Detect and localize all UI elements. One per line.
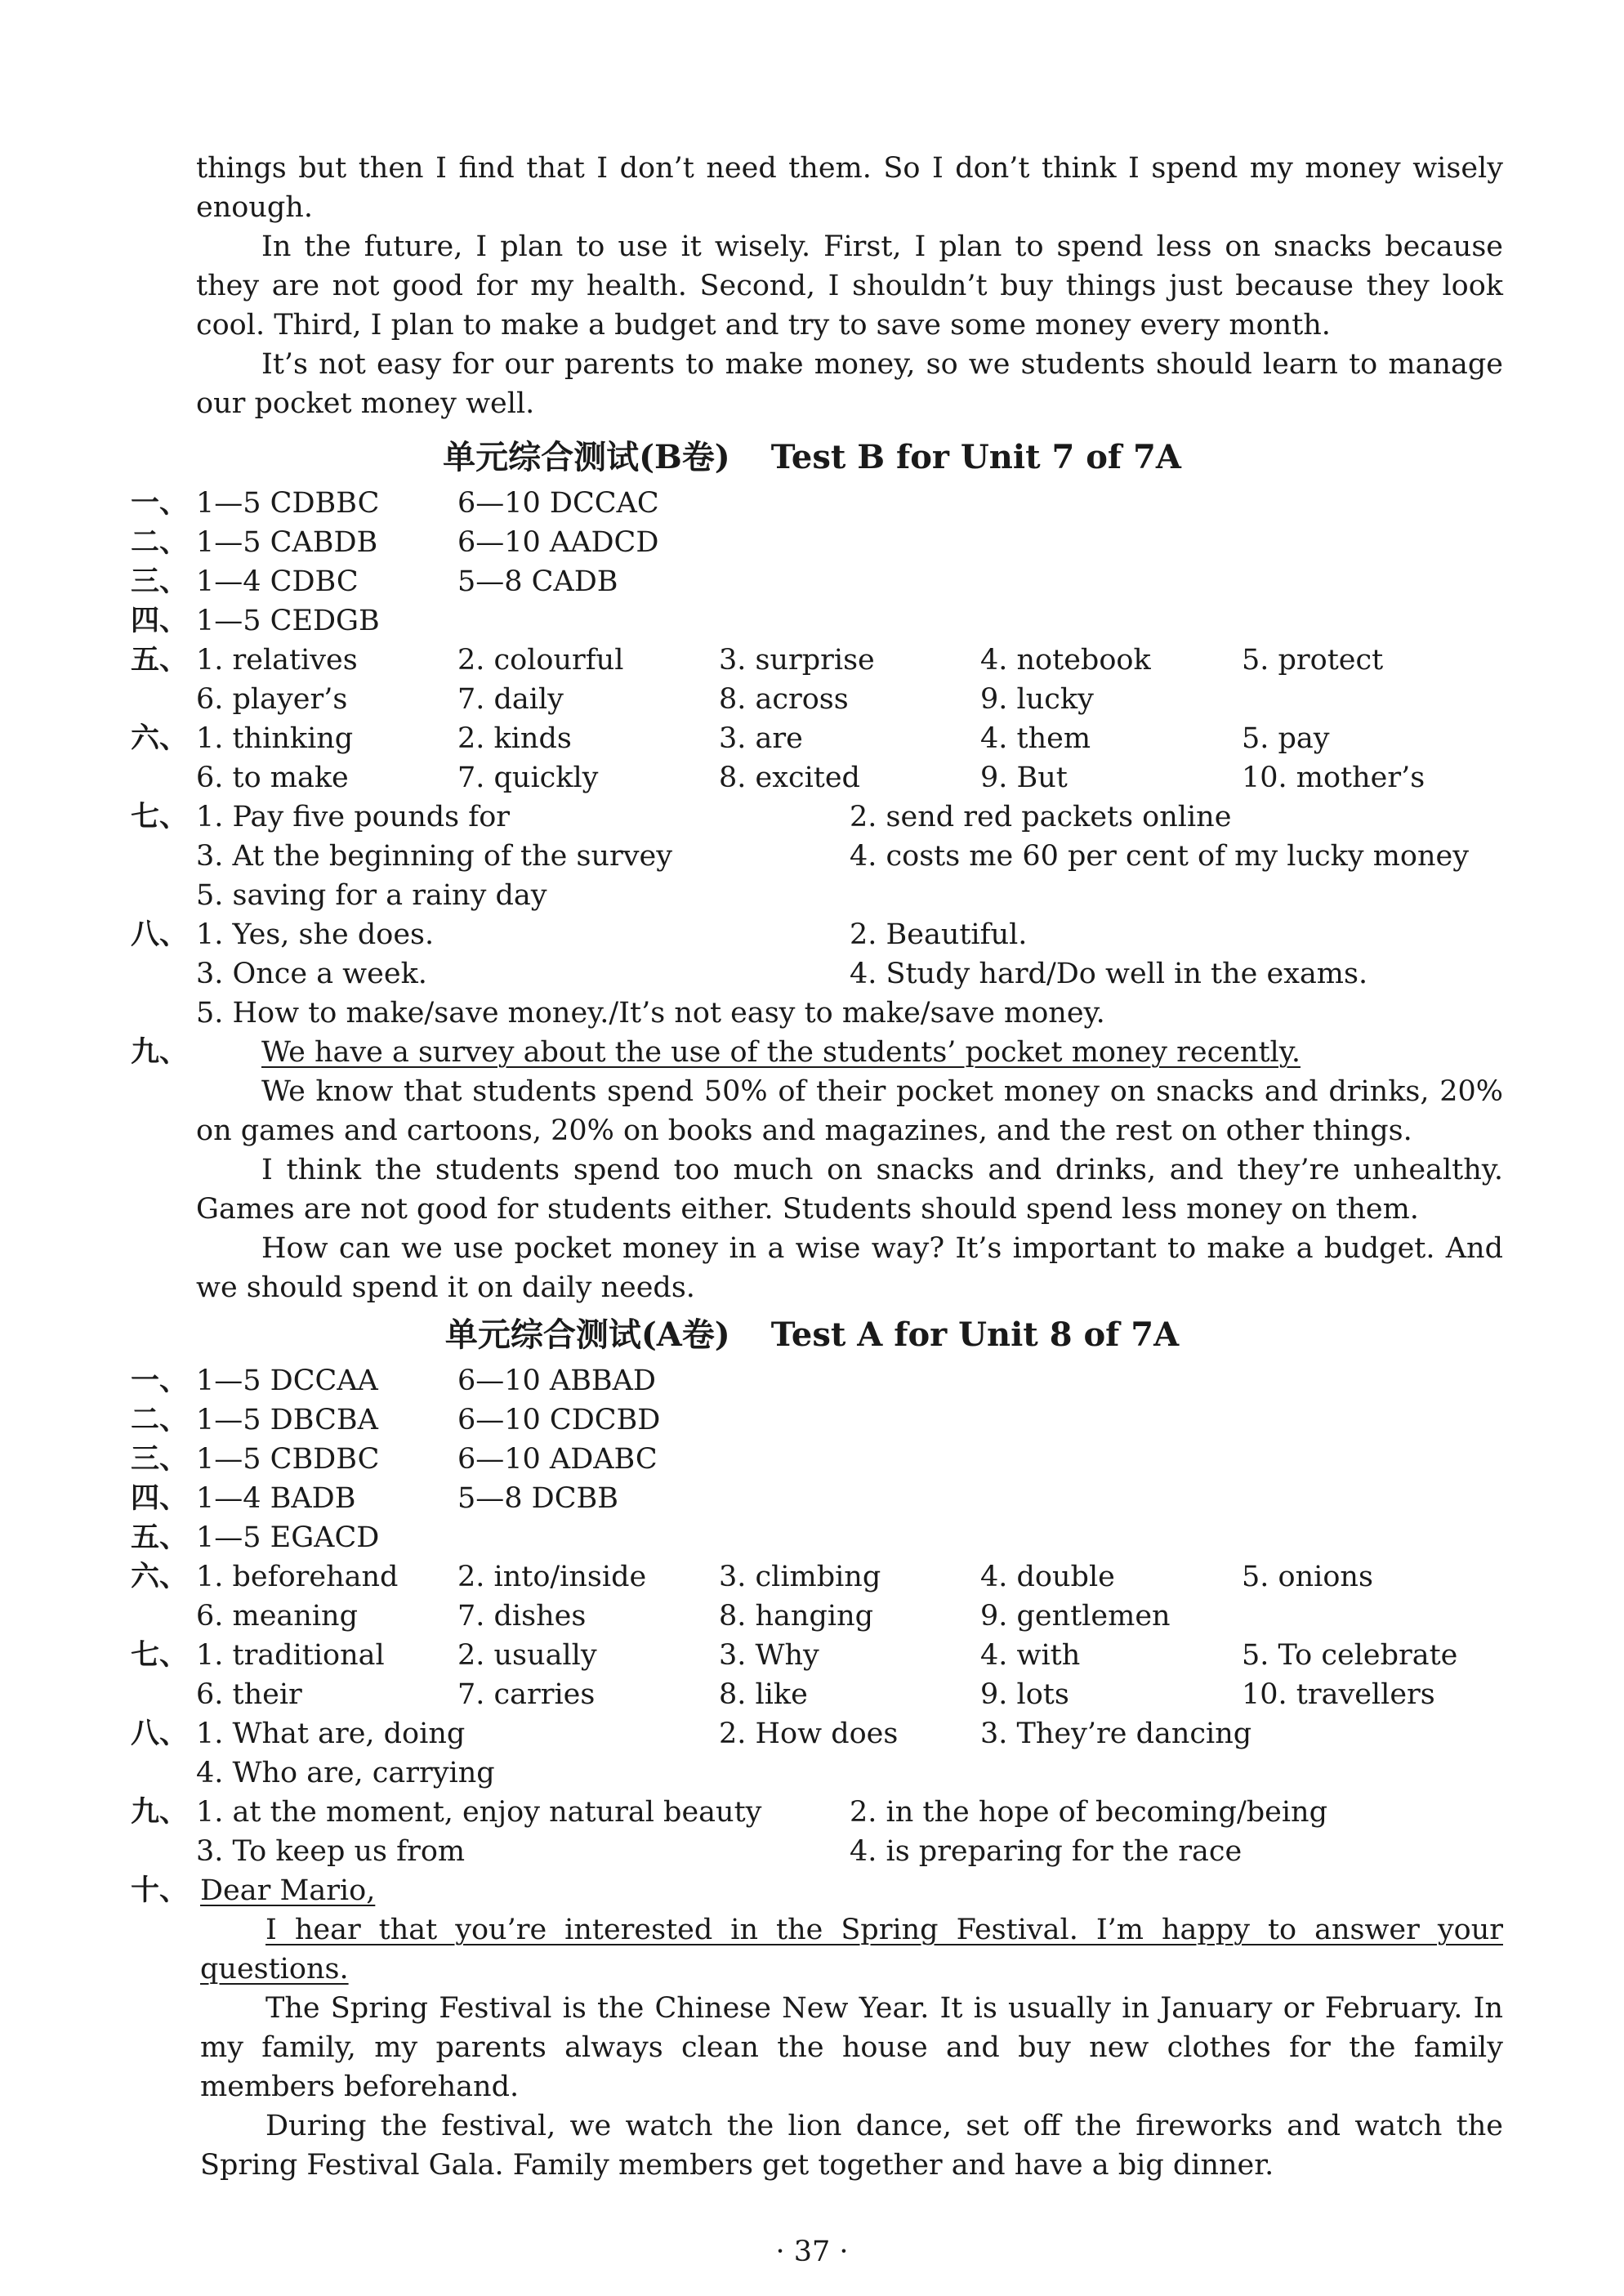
answer-item: 4. double: [980, 1561, 1115, 1593]
answer-item: 4. Who are, carrying: [196, 1757, 495, 1789]
answer-group: 6—10 DCCAC: [457, 487, 659, 520]
answer-item: 8. hanging: [719, 1600, 874, 1633]
section-label: 五、: [131, 1521, 189, 1554]
answer-group: 1—4 CDBC: [196, 565, 359, 598]
test-b-essay-paragraph-1: We know that students spend 50% of their pocket money on snacks and drinks, 20% on games and cartoons, 20% on books and magazines, and the rest on other things.: [196, 1075, 1503, 1147]
test-b-essay-paragraph-3: How can we use pocket money in a wise way? It’s important to make a budget. And we should spend it on daily needs.: [196, 1232, 1503, 1304]
letter-salutation: Dear Mario,: [200, 1874, 376, 1907]
answer-item: 5. pay: [1242, 722, 1330, 755]
answer-item: 3. To keep us from: [196, 1835, 466, 1868]
answer-item: 2. send red packets online: [850, 801, 1232, 833]
answer-group: 1—5 CABDB: [196, 526, 378, 559]
answer-item: 1. traditional: [196, 1639, 385, 1672]
test-b-heading: [0, 438, 1624, 477]
intro-paragraph-2: In the future, I plan to use it wisely. First, I plan to spend less on snacks because they are not good for my health. Second, I shouldn’t buy things just because they look cool. Third, I plan to make a budget and try to save some money every month.: [196, 230, 1503, 342]
section-label: 三、: [131, 1443, 189, 1476]
answer-item: 8. across: [719, 683, 849, 716]
answer-item: 7. carries: [457, 1678, 596, 1711]
answer-item: 8. like: [719, 1678, 808, 1711]
answer-group: 6—10 ADABC: [457, 1443, 658, 1476]
essay-first-sentence: We have a survey about the use of the students’ pocket money recently.: [261, 1036, 1301, 1069]
answer-group: 6—10 CDCBD: [457, 1404, 661, 1436]
answer-item: 3. Once a week.: [196, 958, 427, 990]
answer-item: 3. climbing: [719, 1561, 881, 1593]
section-label: 九、: [131, 1796, 189, 1829]
answer-item: 10. travellers: [1242, 1678, 1435, 1711]
answer-item: 4. them: [980, 722, 1091, 755]
answer-item: 6. player’s: [196, 683, 348, 716]
answer-item: 2. in the hope of becoming/being: [850, 1796, 1328, 1829]
test-a-letter-paragraph-2: The Spring Festival is the Chinese New Year. It is usually in January or February. In my family, my parents always clean the house and buy new clothes for the family members beforehand.: [200, 1992, 1503, 2103]
answer-item: 5. onions: [1242, 1561, 1373, 1593]
section-label: 八、: [131, 1718, 189, 1750]
answer-item: 10. mother’s: [1242, 762, 1425, 794]
test-a-title-cn: 单元综合测试(A卷): [444, 1316, 730, 1354]
answer-item: 6. their: [196, 1678, 302, 1711]
section-label: 六、: [131, 1561, 189, 1593]
answer-item: 3. surprise: [719, 644, 875, 677]
answer-item: 9. lucky: [980, 683, 1094, 716]
section-label: 四、: [131, 605, 189, 637]
section-label: 十、: [131, 1874, 189, 1907]
answer-item: 9. gentlemen: [980, 1600, 1171, 1633]
answer-group: 1—5 EGACD: [196, 1521, 380, 1554]
answer-item: 3. are: [719, 722, 803, 755]
answer-item: 2. usually: [457, 1639, 597, 1672]
section-label: 一、: [131, 1365, 189, 1397]
answer-item: 1. Pay five pounds for: [196, 801, 511, 833]
test-b-title-cn: 单元综合测试(B卷): [443, 438, 730, 476]
answer-group: 6—10 ABBAD: [457, 1365, 656, 1397]
section-label: 五、: [131, 644, 189, 677]
answer-item: 1. Yes, she does.: [196, 918, 435, 951]
answer-item: 5. How to make/save money./It’s not easy to make/save money.: [196, 997, 1105, 1030]
intro-paragraph-1: things but then I find that I don’t need them. So I don’t think I spend my money wisely enough.: [196, 152, 1503, 224]
test-a-letter-paragraph-3: During the festival, we watch the lion dance, set off the fireworks and watch the Spring Festival Gala. Family members get together and have a big dinner.: [200, 2110, 1503, 2182]
section-label: 七、: [131, 1639, 189, 1672]
answer-item: 1. What are, doing: [196, 1718, 466, 1750]
section-label: 九、: [131, 1036, 189, 1069]
answer-item: 4. Study hard/Do well in the exams.: [850, 958, 1368, 990]
answer-item: 1. relatives: [196, 644, 358, 677]
answer-group: 6—10 AADCD: [457, 526, 659, 559]
answer-item: 2. kinds: [457, 722, 572, 755]
answer-item: 7. dishes: [457, 1600, 587, 1633]
section-label: 二、: [131, 526, 189, 559]
answer-item: 2. into/inside: [457, 1561, 647, 1593]
page-number: · 37 ·: [775, 2236, 849, 2268]
answer-item: 9. But: [980, 762, 1068, 794]
test-b-title-en: Test B for Unit 7 of 7A: [770, 438, 1181, 476]
answer-item: 9. lots: [980, 1678, 1069, 1711]
answer-group: 5—8 CADB: [457, 565, 618, 598]
answer-group: 1—4 BADB: [196, 1482, 356, 1515]
section-label: 二、: [131, 1404, 189, 1436]
answer-item: 6. to make: [196, 762, 349, 794]
test-a-title-en: Test A for Unit 8 of 7A: [770, 1316, 1180, 1354]
answer-item: 5. protect: [1242, 644, 1384, 677]
answer-group: 1—5 DBCBA: [196, 1404, 378, 1436]
answer-item: 1. thinking: [196, 722, 354, 755]
answer-group: 1—5 CEDGB: [196, 605, 380, 637]
section-label: 八、: [131, 918, 189, 951]
answer-item: 5. saving for a rainy day: [196, 879, 547, 912]
answer-item: 4. notebook: [980, 644, 1151, 677]
answer-item: 4. costs me 60 per cent of my lucky money: [850, 840, 1469, 873]
answer-item: 1. beforehand: [196, 1561, 399, 1593]
answer-item: 3. At the beginning of the survey: [196, 840, 672, 873]
answer-item: 7. daily: [457, 683, 564, 716]
answer-item: 7. quickly: [457, 762, 599, 794]
answer-group: 1—5 CDBBC: [196, 487, 380, 520]
answer-item: 5. To celebrate: [1242, 1639, 1458, 1672]
answer-item: 2. How does: [719, 1718, 899, 1750]
answer-item: 2. Beautiful.: [850, 918, 1028, 951]
answer-item: 3. They’re dancing: [980, 1718, 1252, 1750]
answer-item: 4. with: [980, 1639, 1081, 1672]
answer-item: 8. excited: [719, 762, 860, 794]
section-label: 七、: [131, 801, 189, 833]
answer-group: 1—5 DCCAA: [196, 1365, 378, 1397]
section-label: 六、: [131, 722, 189, 755]
answer-item: 3. Why: [719, 1639, 819, 1672]
answer-group: 1—5 CBDBC: [196, 1443, 380, 1476]
section-label: 三、: [131, 565, 189, 598]
section-label: 四、: [131, 1482, 189, 1515]
section-label: 一、: [131, 487, 189, 520]
answer-item: 1. at the moment, enjoy natural beauty: [196, 1796, 762, 1829]
intro-paragraph-3: It’s not easy for our parents to make money, so we students should learn to manage our pocket money well.: [196, 348, 1503, 420]
answer-item: 6. meaning: [196, 1600, 358, 1633]
test-b-essay-paragraph-2: I think the students spend too much on snacks and drinks, and they’re unhealthy. Games are not good for students either. Students should spend less money on them.: [196, 1154, 1503, 1226]
answer-group: 5—8 DCBB: [457, 1482, 618, 1515]
test-a-heading: [0, 1316, 1624, 1355]
answer-item: 4. is preparing for the race: [850, 1835, 1243, 1868]
answer-item: 2. colourful: [457, 644, 624, 677]
test-a-letter-paragraph-1: I hear that you’re interested in the Spring Festival. I’m happy to answer your questions.: [200, 1914, 1503, 1986]
